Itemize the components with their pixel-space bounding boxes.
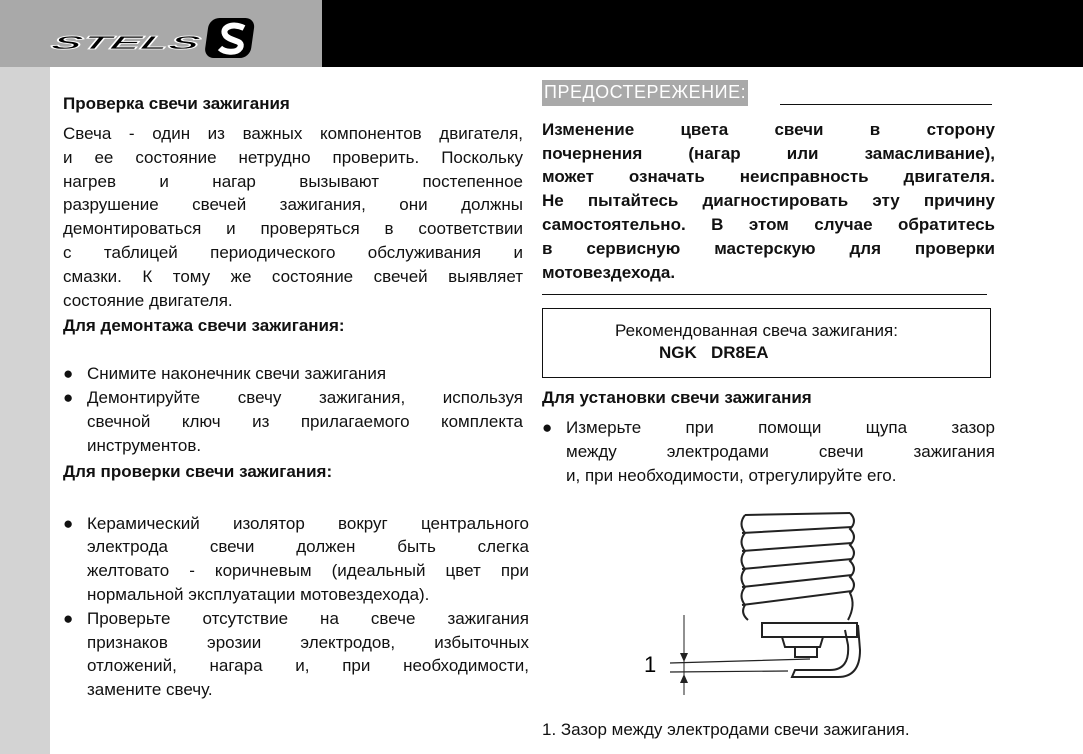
text-line: электрода свечи должен быть слегка (87, 537, 529, 557)
install-section (542, 386, 995, 487)
text-line: нормальной эксплуатации мотовездехода). (87, 584, 430, 604)
box-value: NGK DR8EA (659, 343, 769, 362)
text-line: между электродами свечи зажигания (566, 441, 995, 461)
text-line: Демонтируйте свечу зажигания, используя (87, 388, 523, 408)
left-column (63, 92, 529, 702)
warning-body (542, 118, 995, 285)
text-line: разрушение свечей зажигания, они должны (63, 195, 523, 215)
text-line: Измерьте при помощи щупа зазор (566, 418, 995, 437)
text-line: нагрев и нагар вызывают постепенное (63, 171, 523, 191)
text-line: и ее состояние нетрудно проверить. Поскольку (63, 147, 523, 167)
right-column (542, 80, 995, 295)
list-item (63, 386, 523, 457)
text-line: состояние двигателя. (63, 290, 233, 310)
text-line: и, при необходимости, отрегулируйте его. (566, 465, 897, 485)
side-strip (0, 67, 50, 754)
bullet-icon: ● (63, 608, 74, 628)
section-title: Проверка свечи зажигания (63, 94, 290, 113)
figure-caption: 1. Зазор между электродами свечи зажигания. (542, 720, 910, 739)
bullet-icon: ● (63, 513, 74, 533)
text-line: замените свечу. (87, 680, 213, 700)
text-line: почернения (нагар или замасливание), (542, 143, 995, 163)
text-line: Снимите наконечник свечи зажигания (87, 364, 387, 384)
text-line: демонтироваться и проверяться в соответствии (63, 219, 523, 239)
list-item (63, 512, 529, 607)
list-item (542, 416, 995, 487)
intro-paragraph (63, 122, 523, 312)
text-line: с таблицей периодического обслуживания и (63, 242, 523, 262)
text-line: Свеча - один из важных компонентов двигателя, (63, 124, 523, 143)
warning-title-rule (780, 104, 992, 105)
text-line: желтовато - коричневым (идеальный цвет при (87, 561, 529, 581)
text-line: отложений, нагара и, при необходимости, (87, 656, 529, 676)
text-line: Не пытайтесь диагностировать эту причину (542, 191, 995, 211)
check-title: Для проверки свечи зажигания: (63, 461, 333, 481)
install-title: Для установки свечи зажигания (542, 388, 812, 407)
warning-title: ПРЕДОСТЕРЕЖЕНИЕ: (542, 80, 748, 106)
recommended-plug-box (542, 308, 991, 378)
check-list (63, 512, 529, 702)
gap-label: 1 (644, 652, 657, 677)
remove-title: Для демонтажа свечи зажигания: (63, 316, 345, 336)
install-list (542, 416, 995, 487)
svg-text:STELS: STELS (48, 32, 204, 54)
text-line: смазки. К тому же состояние свечей выявляет (63, 266, 523, 286)
list-item (63, 607, 529, 702)
remove-list (63, 362, 523, 457)
text-line: инструментов. (87, 435, 202, 455)
text-line: самостоятельно. В этом случае обратитесь (542, 214, 995, 234)
text-line: Изменение цвета свечи в сторону (542, 119, 995, 139)
bullet-icon: ● (542, 418, 553, 437)
text-line: мотовездехода. (542, 262, 676, 282)
list-item (63, 362, 523, 386)
text-line: в сервисную мастерскую для проверки (542, 238, 995, 258)
bullet-icon: ● (63, 388, 74, 408)
text-line: может означать неисправность двигателя. (542, 167, 995, 187)
bullet-icon: ● (63, 364, 74, 384)
warning-bottom-rule (542, 294, 987, 295)
text-line: свечной ключ из прилагаемого комплекта (87, 411, 523, 431)
text-line: признаков эрозии электродов, избыточных (87, 632, 529, 652)
box-label: Рекомендованная свеча зажигания: (615, 321, 898, 340)
stels-logo (22, 14, 262, 60)
text-line: Проверьте отсутствие на свече зажигания (87, 608, 529, 628)
text-line: Керамический изолятор вокруг центрального (87, 513, 529, 533)
header-black-band (322, 0, 1083, 67)
spark-plug-diagram (630, 505, 870, 705)
